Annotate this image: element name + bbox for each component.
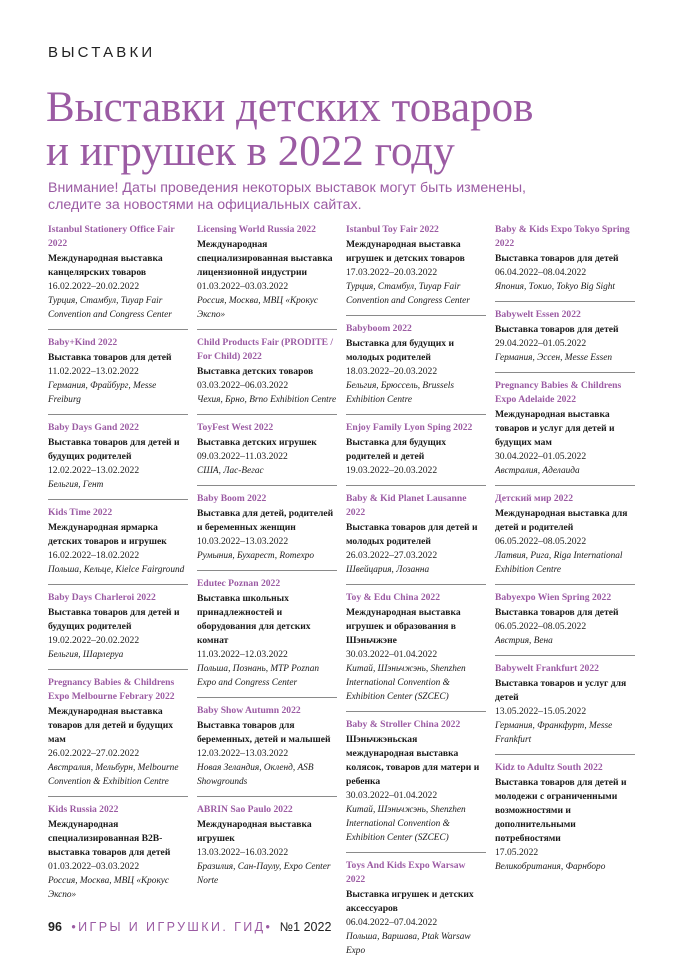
exhibition-dates: 19.03.2022–20.03.2022 bbox=[346, 465, 438, 476]
exhibition-dates: 12.02.2022–13.02.2022 bbox=[48, 465, 140, 476]
exhibition-dates: 06.05.2022–08.05.2022 bbox=[495, 536, 587, 547]
exhibition-column bbox=[346, 223, 486, 963]
exhibition-description: Международная выставка игрушек и образования в Шэньчжэне bbox=[346, 607, 461, 646]
exhibition-dates: 16.02.2022–20.02.2022 bbox=[48, 281, 140, 292]
exhibition-location: Польша, Варшава, Ptak Warsaw Expo bbox=[346, 932, 471, 956]
exhibition-description: Международная ярмарка детских товаров и игрушек bbox=[48, 522, 167, 547]
exhibition-name: Toy & Edu China 2022 bbox=[346, 592, 441, 603]
exhibition-dates: 01.03.2022–03.03.2022 bbox=[48, 861, 140, 872]
exhibition-dates: 18.03.2022–20.03.2022 bbox=[346, 366, 438, 377]
exhibition-location: Япония, Токио, Tokyo Big Sight bbox=[495, 282, 615, 292]
exhibition-dates: 26.03.2022–27.03.2022 bbox=[346, 550, 438, 561]
exhibition-description: Международная выставка канцелярских товаров bbox=[48, 253, 163, 278]
exhibition-description: Шэньчжэньская международная выставка колясок, товаров для матери и ребенка bbox=[346, 734, 480, 787]
exhibition-location: Бельгия, Брюссель, Brussels Exhibition Centre bbox=[346, 381, 454, 405]
exhibition-entry bbox=[495, 492, 635, 585]
page-title-line-1: Выставки детских товаров bbox=[46, 84, 534, 131]
exhibition-name: Baby & Kid Planet Lausanne 2022 bbox=[346, 493, 467, 518]
exhibition-name: Toys And Kids Expo Warsaw 2022 bbox=[346, 860, 466, 885]
exhibition-dates: 03.03.2022–06.03.2022 bbox=[197, 380, 289, 391]
exhibition-location: Россия, Москва, МВЦ «Крокус Экспо» bbox=[48, 876, 170, 900]
exhibition-entry bbox=[495, 379, 635, 486]
exhibition-entry bbox=[197, 421, 337, 486]
exhibition-description: Выставка игрушек и детских аксессуаров bbox=[346, 889, 474, 914]
exhibition-entry bbox=[197, 336, 337, 415]
exhibition-name: Pregnancy Babies & Childrens Expo Adelaide 2022 bbox=[495, 380, 622, 405]
exhibition-location: Бразилия, Сан-Паулу, Expo Center Norte bbox=[197, 862, 331, 886]
exhibition-name: Baby & Stroller China 2022 bbox=[346, 719, 461, 730]
exhibition-location: Австралия, Мельбурн, Melbourne Convention & Exhibition Centre bbox=[48, 763, 179, 787]
exhibition-entry bbox=[48, 591, 188, 670]
magazine-name: •ИГРЫ И ИГРУШКИ. ГИД• bbox=[71, 920, 273, 934]
exhibition-entry bbox=[495, 662, 635, 755]
exhibition-name: Licensing World Russia 2022 bbox=[197, 224, 316, 235]
exhibition-location: Бельгия, Шарлеруа bbox=[48, 650, 124, 660]
exhibition-name: Baby Days Charleroi 2022 bbox=[48, 592, 156, 603]
exhibition-description: Выставка для детей, родителей и беременных женщин bbox=[197, 508, 334, 533]
exhibition-description: Выставка товаров для детей и будущих родителей bbox=[48, 437, 180, 462]
exhibition-dates: 11.03.2022–12.03.2022 bbox=[197, 649, 288, 660]
exhibition-description: Выставка товаров для детей bbox=[495, 324, 619, 335]
exhibition-description: Выставка товаров для детей и молодежи с ограниченными возможностями и дополнительными потребностями bbox=[495, 777, 627, 844]
exhibition-dates: 13.05.2022–15.05.2022 bbox=[495, 706, 587, 717]
exhibition-column bbox=[495, 223, 635, 887]
exhibition-entry bbox=[495, 591, 635, 656]
exhibition-name: Edutec Poznan 2022 bbox=[197, 578, 281, 589]
exhibition-name: Babyexpo Wien Spring 2022 bbox=[495, 592, 612, 603]
exhibition-location: Австралия, Аделаида bbox=[495, 466, 580, 476]
exhibition-description: Международная выставка товаров для детей и будущих мам bbox=[48, 706, 174, 745]
exhibition-entry bbox=[495, 308, 635, 373]
exhibition-description: Выставка товаров и услуг для детей bbox=[495, 678, 627, 703]
exhibition-location: Турция, Стамбул, Tuyap Fair Convention and Congress Center bbox=[48, 296, 172, 320]
exhibition-name: ABRIN Sao Paulo 2022 bbox=[197, 804, 293, 815]
exhibition-name: Baby+Kind 2022 bbox=[48, 337, 118, 348]
exhibition-dates: 06.04.2022–07.04.2022 bbox=[346, 917, 438, 928]
exhibition-column bbox=[197, 223, 337, 901]
page-title-line-2: и игрушек в 2022 году bbox=[46, 128, 455, 175]
exhibition-entry bbox=[346, 492, 486, 585]
exhibition-entry bbox=[48, 421, 188, 500]
exhibition-entry bbox=[346, 322, 486, 415]
exhibition-dates: 06.04.2022–08.04.2022 bbox=[495, 267, 587, 278]
exhibition-name: ToyFest West 2022 bbox=[197, 422, 274, 433]
exhibition-dates: 17.03.2022–20.03.2022 bbox=[346, 267, 438, 278]
exhibition-location: Чехия, Брно, Brno Exhibition Centre bbox=[197, 395, 337, 405]
exhibition-column bbox=[48, 223, 188, 915]
exhibition-entry bbox=[197, 223, 337, 330]
exhibition-location: Швейцария, Лозанна bbox=[346, 565, 430, 575]
exhibition-name: Child Products Fair (PRODITE / For Child) 2022 bbox=[197, 337, 334, 362]
exhibition-name: Pregnancy Babies & Childrens Expo Melbourne Febrary 2022 bbox=[48, 677, 175, 702]
exhibition-name: Babywelt Frankfurt 2022 bbox=[495, 663, 599, 674]
exhibition-entry bbox=[48, 803, 188, 909]
notice-line-2: следите за новостями на официальных сайтах. bbox=[48, 196, 362, 213]
exhibition-name: Istanbul Toy Fair 2022 bbox=[346, 224, 439, 235]
exhibition-name: Kids Russia 2022 bbox=[48, 804, 119, 815]
exhibition-description: Выставка товаров для детей и молодых родителей bbox=[346, 522, 478, 547]
exhibition-description: Международная выставка для детей и родителей bbox=[495, 508, 628, 533]
exhibition-location: Бельгия, Гент bbox=[48, 480, 104, 490]
exhibition-name: Детский мир 2022 bbox=[495, 493, 574, 504]
exhibition-location: Польша, Кельце, Kielce Fairground bbox=[48, 565, 185, 575]
exhibition-entry bbox=[48, 506, 188, 585]
exhibition-dates: 29.04.2022–01.05.2022 bbox=[495, 338, 587, 349]
exhibition-dates: 30.03.2022–01.04.2022 bbox=[346, 649, 438, 660]
exhibition-dates: 11.02.2022–13.02.2022 bbox=[48, 366, 139, 377]
exhibition-dates: 12.03.2022–13.03.2022 bbox=[197, 748, 289, 759]
exhibition-entry bbox=[346, 223, 486, 316]
exhibition-description: Выставка товаров для детей и будущих родителей bbox=[48, 607, 180, 632]
exhibition-entry bbox=[197, 492, 337, 571]
exhibition-name: Baby Days Gand 2022 bbox=[48, 422, 139, 433]
page-title bbox=[46, 86, 666, 174]
notice-subtitle bbox=[48, 180, 648, 213]
exhibition-description: Международная выставка игрушек bbox=[197, 819, 312, 844]
exhibition-name: Baby Show Autumn 2022 bbox=[197, 705, 301, 716]
exhibition-description: Выставка товаров для беременных, детей и малышей bbox=[197, 720, 331, 745]
exhibition-location: Германия, Фрайбург, Messe Freiburg bbox=[48, 381, 157, 405]
section-label: ВЫСТАВКИ bbox=[48, 44, 156, 61]
exhibition-dates: 26.02.2022–27.02.2022 bbox=[48, 748, 140, 759]
exhibition-description: Выставка для будущих и молодых родителей bbox=[346, 338, 454, 363]
exhibition-description: Международная выставка товаров и услуг для детей и будущих мам bbox=[495, 409, 615, 448]
exhibition-dates: 16.02.2022–18.02.2022 bbox=[48, 550, 140, 561]
exhibition-dates: 13.03.2022–16.03.2022 bbox=[197, 847, 289, 858]
exhibition-description: Выставка товаров для детей bbox=[48, 352, 172, 363]
exhibition-description: Международная специализированная выставка лицензионной индустрии bbox=[197, 239, 333, 278]
exhibition-entry bbox=[48, 223, 188, 330]
exhibition-entry bbox=[346, 591, 486, 712]
exhibition-description: Выставка детских игрушек bbox=[197, 437, 317, 448]
exhibition-description: Выставка для будущих родителей и детей bbox=[346, 437, 447, 462]
exhibition-entry bbox=[48, 676, 188, 797]
exhibition-description: Международная специализированная B2B-выставка товаров для детей bbox=[48, 819, 171, 858]
exhibition-name: Enjoy Family Lyon Sping 2022 bbox=[346, 422, 473, 433]
exhibition-entry bbox=[48, 336, 188, 415]
exhibition-name: Baby & Kids Expo Tokyo Spring 2022 bbox=[495, 224, 630, 249]
exhibition-location: Новая Зеландия, Окленд, ASB Showgrounds bbox=[197, 763, 314, 787]
exhibition-entry bbox=[197, 577, 337, 698]
exhibition-location: Германия, Эссен, Messe Essen bbox=[495, 353, 612, 363]
exhibition-location: Румыния, Бухарест, Romexpo bbox=[197, 551, 315, 561]
exhibition-dates: 10.03.2022–13.03.2022 bbox=[197, 536, 289, 547]
exhibition-entry bbox=[495, 761, 635, 881]
exhibition-dates: 01.03.2022–03.03.2022 bbox=[197, 281, 289, 292]
exhibition-description: Выставка товаров для детей bbox=[495, 607, 619, 618]
exhibition-dates: 09.03.2022–11.03.2022 bbox=[197, 451, 288, 462]
exhibition-entry bbox=[495, 223, 635, 302]
page-number: 96 bbox=[48, 920, 62, 934]
exhibition-location: Германия, Франкфурт, Messe Frankfurt bbox=[495, 721, 613, 745]
exhibition-location: Китай, Шэньчжэнь, Shenzhen International Convention & Exhibition Center (SZCEC) bbox=[346, 805, 466, 843]
exhibition-entry bbox=[346, 718, 486, 853]
exhibition-description: Выставка детских товаров bbox=[197, 366, 314, 377]
exhibition-dates: 30.03.2022–01.04.2022 bbox=[346, 790, 438, 801]
exhibition-location: Австрия, Вена bbox=[495, 636, 553, 646]
exhibition-description: Выставка товаров для детей bbox=[495, 253, 619, 264]
exhibition-name: Babywelt Essen 2022 bbox=[495, 309, 581, 320]
exhibition-description: Выставка школьных принадлежностей и оборудования для детских комнат bbox=[197, 593, 311, 646]
exhibition-location: Польша, Познань, MTP Poznan Expo and Congress Center bbox=[197, 664, 319, 688]
exhibition-name: Kids Time 2022 bbox=[48, 507, 113, 518]
page-footer bbox=[48, 920, 331, 934]
exhibition-name: Babyboom 2022 bbox=[346, 323, 412, 334]
notice-line-1: Внимание! Даты проведения некоторых выставок могут быть изменены, bbox=[48, 180, 526, 196]
exhibition-name: Kidz to Adultz South 2022 bbox=[495, 762, 603, 773]
exhibition-location: Латвия, Рига, Riga International Exhibition Centre bbox=[495, 551, 623, 575]
exhibition-name: Baby Boom 2022 bbox=[197, 493, 267, 504]
exhibition-name: Istanbul Stationery Office Fair 2022 bbox=[48, 224, 175, 249]
exhibition-description: Международная выставка игрушек и детских товаров bbox=[346, 239, 465, 264]
exhibition-location: Китай, Шэньчжэнь, Shenzhen International Convention & Exhibition Center (SZCEC) bbox=[346, 664, 466, 702]
exhibition-entry bbox=[197, 803, 337, 895]
exhibition-dates: 19.02.2022–20.02.2022 bbox=[48, 635, 140, 646]
exhibition-location: США, Лас-Вегас bbox=[197, 466, 264, 476]
exhibition-entry bbox=[346, 859, 486, 963]
issue-number: №1 2022 bbox=[279, 920, 332, 934]
exhibition-dates: 30.04.2022–01.05.2022 bbox=[495, 451, 587, 462]
exhibition-dates: 06.05.2022–08.05.2022 bbox=[495, 621, 587, 632]
exhibition-location: Турция, Стамбул, Tuyap Fair Convention and Congress Center bbox=[346, 282, 470, 306]
exhibition-location: Россия, Москва, МВЦ «Крокус Экспо» bbox=[197, 296, 319, 320]
exhibition-entry bbox=[346, 421, 486, 486]
exhibition-dates: 17.05.2022 bbox=[495, 847, 539, 858]
exhibition-entry bbox=[197, 704, 337, 797]
exhibition-location: Великобритания, Фарнборо bbox=[495, 862, 606, 872]
